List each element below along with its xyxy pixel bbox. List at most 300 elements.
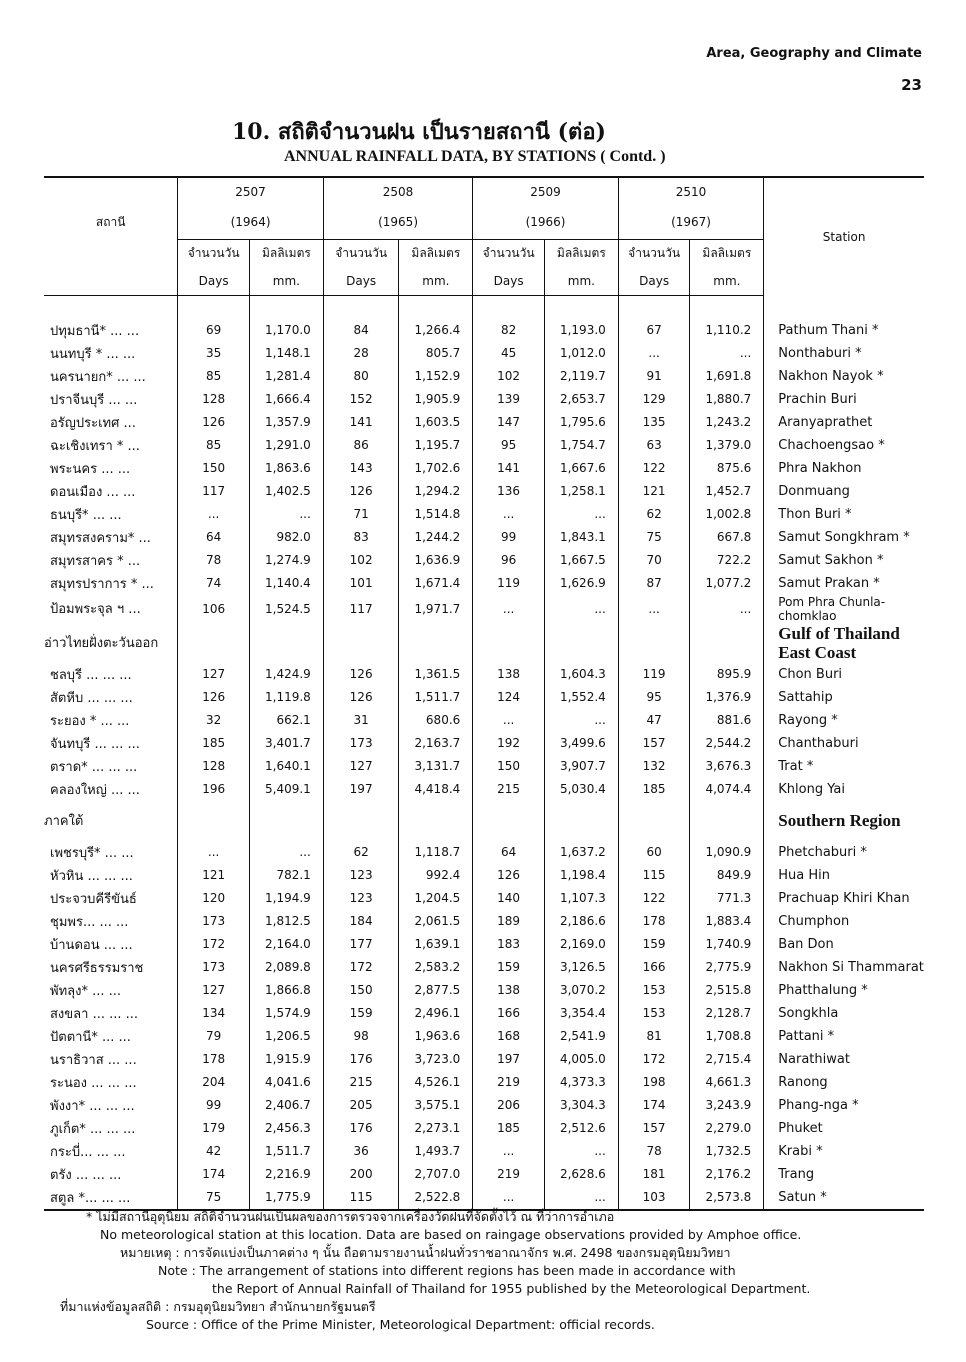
mm-cell: ... bbox=[544, 709, 618, 732]
mm-cell: 2,628.6 bbox=[544, 1163, 618, 1186]
table-row bbox=[44, 732, 924, 755]
mm-cell: 4,526.1 bbox=[399, 1071, 473, 1094]
mm-cell: 2,775.9 bbox=[690, 956, 764, 979]
table-row bbox=[44, 480, 924, 503]
mm-cell: 1,357.9 bbox=[249, 411, 323, 434]
days-cell: 128 bbox=[178, 388, 250, 411]
days-cell: 157 bbox=[618, 1117, 690, 1140]
days-english-header: Days bbox=[618, 267, 690, 295]
days-cell: 87 bbox=[618, 572, 690, 595]
days-cell: 127 bbox=[178, 663, 250, 686]
days-cell: 150 bbox=[323, 979, 399, 1002]
station-name-english: Samut Prakan * bbox=[778, 575, 880, 591]
mm-cell: ... bbox=[544, 595, 618, 623]
mm-cell: 1,691.8 bbox=[690, 365, 764, 388]
station-name-english: Phetchaburi * bbox=[778, 844, 867, 860]
mm-cell: 1,552.4 bbox=[544, 686, 618, 709]
mm-cell: 1,204.5 bbox=[399, 887, 473, 910]
days-cell: 95 bbox=[473, 434, 545, 457]
station-name-english: Pom Phra Chunla- chomklao bbox=[778, 594, 886, 623]
days-cell: ... bbox=[473, 503, 545, 526]
days-cell: 91 bbox=[618, 365, 690, 388]
mm-cell: 1,603.5 bbox=[399, 411, 473, 434]
mm-cell: 1,077.2 bbox=[690, 572, 764, 595]
empty-cell bbox=[323, 801, 399, 841]
days-cell: 189 bbox=[473, 910, 545, 933]
table-row bbox=[44, 933, 924, 956]
mm-cell: 1,107.3 bbox=[544, 887, 618, 910]
days-cell: ... bbox=[473, 595, 545, 623]
days-cell: ... bbox=[618, 342, 690, 365]
days-cell: 159 bbox=[473, 956, 545, 979]
year-ad-1: (1964) bbox=[178, 205, 324, 239]
mm-cell: 992.4 bbox=[399, 864, 473, 887]
station-name-english: Samut Sakhon * bbox=[778, 552, 884, 568]
days-cell: 166 bbox=[473, 1002, 545, 1025]
table-row bbox=[44, 1002, 924, 1025]
mm-cell: 2,089.8 bbox=[249, 956, 323, 979]
station-name-thai: ชุมพร... ... ... bbox=[44, 910, 178, 933]
mm-cell: 2,653.7 bbox=[544, 388, 618, 411]
mm-cell: 1,244.2 bbox=[399, 526, 473, 549]
station-name-thai: ระนอง ... ... ... bbox=[44, 1071, 178, 1094]
station-name-thai: สมุทรสาคร * ... bbox=[44, 549, 178, 572]
station-english-header: Station bbox=[822, 229, 866, 244]
days-cell: 129 bbox=[618, 388, 690, 411]
station-name-english: Ranong bbox=[778, 1074, 828, 1090]
mm-cell: 1,708.8 bbox=[690, 1025, 764, 1048]
title-english: ANNUAL RAINFALL DATA, BY STATIONS ( Contd. ) bbox=[284, 148, 666, 165]
table-row bbox=[44, 342, 924, 365]
days-cell: 81 bbox=[618, 1025, 690, 1048]
mm-cell: 662.1 bbox=[249, 709, 323, 732]
days-cell: 82 bbox=[473, 319, 545, 342]
days-cell: 84 bbox=[323, 319, 399, 342]
days-cell: 45 bbox=[473, 342, 545, 365]
station-name-thai: ระยอง * ... ... bbox=[44, 709, 178, 732]
days-cell: 117 bbox=[178, 480, 250, 503]
station-name-thai: เพชรบุรี* ... ... bbox=[44, 841, 178, 864]
days-thai-header: จำนวนวัน bbox=[323, 239, 399, 267]
mm-cell: 1,493.7 bbox=[399, 1140, 473, 1163]
station-header-spacer bbox=[44, 267, 178, 295]
mm-cell: 4,005.0 bbox=[544, 1048, 618, 1071]
mm-cell: 1,775.9 bbox=[249, 1186, 323, 1210]
mm-cell: 2,573.8 bbox=[690, 1186, 764, 1210]
mm-cell: 1,754.7 bbox=[544, 434, 618, 457]
days-cell: 62 bbox=[618, 503, 690, 526]
station-name-thai: สงขลา ... ... ... bbox=[44, 1002, 178, 1025]
days-cell: 126 bbox=[323, 663, 399, 686]
days-cell: 128 bbox=[178, 755, 250, 778]
station-name-thai: พระนคร ... ... bbox=[44, 457, 178, 480]
mm-cell: 1,424.9 bbox=[249, 663, 323, 686]
table-row bbox=[44, 755, 924, 778]
days-cell: 127 bbox=[178, 979, 250, 1002]
days-cell: 47 bbox=[618, 709, 690, 732]
mm-cell: 1,110.2 bbox=[690, 319, 764, 342]
mm-cell: 1,880.7 bbox=[690, 388, 764, 411]
year-be-3: 2509 bbox=[473, 177, 619, 205]
mm-cell: ... bbox=[690, 595, 764, 623]
days-cell: 157 bbox=[618, 732, 690, 755]
table-row bbox=[44, 526, 924, 549]
mm-cell: 3,907.7 bbox=[544, 755, 618, 778]
station-name-thai: กระบี่... ... ... bbox=[44, 1140, 178, 1163]
station-name-english: Sattahip bbox=[778, 689, 833, 705]
table-row bbox=[44, 778, 924, 801]
mm-cell: 1,666.4 bbox=[249, 388, 323, 411]
empty-cell bbox=[618, 623, 690, 663]
year-be-2: 2508 bbox=[323, 177, 472, 205]
days-cell: 153 bbox=[618, 979, 690, 1002]
station-name-english: Satun * bbox=[764, 1186, 924, 1210]
station-name-english: Chumphon bbox=[778, 913, 850, 929]
mm-cell: 1,843.1 bbox=[544, 526, 618, 549]
mm-cell: 1,148.1 bbox=[249, 342, 323, 365]
empty-cell bbox=[399, 801, 473, 841]
mm-cell: 1,732.5 bbox=[690, 1140, 764, 1163]
table-row bbox=[44, 572, 924, 595]
days-cell: ... bbox=[178, 503, 250, 526]
table-row bbox=[44, 841, 924, 864]
table-row bbox=[44, 910, 924, 933]
station-name-english: Prachuap Khiri Khan bbox=[778, 890, 910, 906]
mm-cell: 2,515.8 bbox=[690, 979, 764, 1002]
mm-cell: 1,637.2 bbox=[544, 841, 618, 864]
days-cell: 147 bbox=[473, 411, 545, 434]
mm-cell: 1,667.6 bbox=[544, 457, 618, 480]
days-cell: 153 bbox=[618, 1002, 690, 1025]
days-cell: 219 bbox=[473, 1071, 545, 1094]
station-name-thai: ปราจีนบุรี ... ... bbox=[44, 388, 178, 411]
days-cell: 78 bbox=[178, 549, 250, 572]
station-name-thai: ป้อมพระจุล ฯ ... bbox=[44, 595, 178, 623]
region-name-english: Southern Region bbox=[778, 811, 901, 830]
mm-cell: 2,541.9 bbox=[544, 1025, 618, 1048]
mm-cell: 2,496.1 bbox=[399, 1002, 473, 1025]
footnotes bbox=[60, 1208, 940, 1334]
table-row bbox=[44, 686, 924, 709]
days-cell: 134 bbox=[178, 1002, 250, 1025]
table-row bbox=[44, 887, 924, 910]
mm-cell: ... bbox=[249, 503, 323, 526]
days-cell: ... bbox=[473, 709, 545, 732]
mm-cell: 1,194.9 bbox=[249, 887, 323, 910]
days-cell: 36 bbox=[323, 1140, 399, 1163]
days-cell: 99 bbox=[178, 1094, 250, 1117]
days-cell: 119 bbox=[618, 663, 690, 686]
days-cell: 192 bbox=[473, 732, 545, 755]
region-name-thai: ภาคใต้ bbox=[44, 801, 178, 841]
station-name-english: Chachoengsao * bbox=[778, 437, 885, 453]
mm-cell: 2,273.1 bbox=[399, 1117, 473, 1140]
mm-cell: 1,379.0 bbox=[690, 434, 764, 457]
station-name-english: Prachin Buri bbox=[778, 391, 857, 407]
station-name-thai: ภูเก็ต* ... ... ... bbox=[44, 1117, 178, 1140]
empty-cell bbox=[690, 623, 764, 663]
days-cell: 176 bbox=[323, 1048, 399, 1071]
days-cell: 215 bbox=[473, 778, 545, 801]
days-cell: 159 bbox=[323, 1002, 399, 1025]
days-cell: 215 bbox=[323, 1071, 399, 1094]
station-thai-header: สถานี bbox=[44, 177, 178, 267]
days-cell: 123 bbox=[323, 864, 399, 887]
mm-cell: 3,126.5 bbox=[544, 956, 618, 979]
days-cell: ... bbox=[473, 1140, 545, 1163]
days-cell: 183 bbox=[473, 933, 545, 956]
table-row bbox=[44, 1094, 924, 1117]
mm-cell: 2,061.5 bbox=[399, 910, 473, 933]
mm-cell: 2,512.6 bbox=[544, 1117, 618, 1140]
mm-cell: 1,626.9 bbox=[544, 572, 618, 595]
days-cell: 28 bbox=[323, 342, 399, 365]
days-cell: 150 bbox=[178, 457, 250, 480]
table-row bbox=[44, 503, 924, 526]
mm-cell: 2,279.0 bbox=[690, 1117, 764, 1140]
mm-cell: 1,866.8 bbox=[249, 979, 323, 1002]
table-row bbox=[44, 709, 924, 732]
station-name-thai: พังงา* ... ... ... bbox=[44, 1094, 178, 1117]
days-cell: 136 bbox=[473, 480, 545, 503]
empty-cell bbox=[544, 623, 618, 663]
days-cell: 69 bbox=[178, 319, 250, 342]
mm-cell: 2,456.3 bbox=[249, 1117, 323, 1140]
days-cell: 60 bbox=[618, 841, 690, 864]
days-cell: 86 bbox=[323, 434, 399, 457]
mm-cell: 2,583.2 bbox=[399, 956, 473, 979]
empty-cell bbox=[473, 801, 545, 841]
days-cell: 138 bbox=[473, 979, 545, 1002]
station-name-thai: พัทลุง* ... ... bbox=[44, 979, 178, 1002]
mm-cell: 2,707.0 bbox=[399, 1163, 473, 1186]
mm-thai-header: มิลลิเมตร bbox=[690, 239, 764, 267]
days-cell: 139 bbox=[473, 388, 545, 411]
mm-cell: 1,266.4 bbox=[399, 319, 473, 342]
mm-cell: 1,963.6 bbox=[399, 1025, 473, 1048]
days-cell: ... bbox=[473, 1186, 545, 1210]
note-thai: หมายเหตุ : การจัดแบ่งเป็นภาคต่าง ๆ นั้น ถือตามรายงานน้ำฝนทั่วราชอาณาจักร พ.ศ. 2498 ของกรมอุตุนิยมวิทยา bbox=[120, 1245, 731, 1260]
mm-cell: 722.2 bbox=[690, 549, 764, 572]
mm-cell: 1,452.7 bbox=[690, 480, 764, 503]
mm-cell: 1,812.5 bbox=[249, 910, 323, 933]
mm-cell: 1,281.4 bbox=[249, 365, 323, 388]
days-cell: 126 bbox=[178, 411, 250, 434]
mm-cell: 2,216.9 bbox=[249, 1163, 323, 1186]
station-name-thai: นครศรีธรรมราช bbox=[44, 956, 178, 979]
table-row bbox=[44, 1048, 924, 1071]
mm-cell: 1,170.0 bbox=[249, 319, 323, 342]
mm-cell: 1,667.5 bbox=[544, 549, 618, 572]
days-cell: 102 bbox=[473, 365, 545, 388]
days-cell: 184 bbox=[323, 910, 399, 933]
mm-cell: 2,169.0 bbox=[544, 933, 618, 956]
station-name-thai: คลองใหญ่ ... ... bbox=[44, 778, 178, 801]
mm-cell: 1,863.6 bbox=[249, 457, 323, 480]
table-row bbox=[44, 595, 924, 623]
mm-cell: 4,661.3 bbox=[690, 1071, 764, 1094]
mm-english-header: mm. bbox=[399, 267, 473, 295]
mm-cell: 3,070.2 bbox=[544, 979, 618, 1002]
mm-cell: 1,152.9 bbox=[399, 365, 473, 388]
mm-cell: 3,499.6 bbox=[544, 732, 618, 755]
mm-cell: 1,291.0 bbox=[249, 434, 323, 457]
source-english: Source : Office of the Prime Minister, Meteorological Department: official records. bbox=[146, 1317, 655, 1332]
station-name-thai: บ้านดอน ... ... bbox=[44, 933, 178, 956]
station-name-english: Chanthaburi bbox=[778, 735, 859, 751]
mm-cell: 875.6 bbox=[690, 457, 764, 480]
mm-cell: 1,294.2 bbox=[399, 480, 473, 503]
days-cell: 173 bbox=[323, 732, 399, 755]
days-cell: 80 bbox=[323, 365, 399, 388]
days-cell: 185 bbox=[178, 732, 250, 755]
days-cell: 178 bbox=[178, 1048, 250, 1071]
footnote-star-thai: * ไม่มีสถานีอุตุนิยม สถิติจำนวนฝนเป็นผลของการตรวจจากเครื่องวัดฝนที่จัดตั้งไว้ ณ ที่ว่าการอำเภอ bbox=[86, 1209, 615, 1224]
mm-cell: 782.1 bbox=[249, 864, 323, 887]
days-cell: 115 bbox=[323, 1186, 399, 1210]
days-cell: 42 bbox=[178, 1140, 250, 1163]
mm-cell: 1,119.8 bbox=[249, 686, 323, 709]
days-cell: 126 bbox=[473, 864, 545, 887]
mm-cell: 1,118.7 bbox=[399, 841, 473, 864]
mm-cell: 1,511.7 bbox=[249, 1140, 323, 1163]
days-cell: 121 bbox=[618, 480, 690, 503]
days-cell: 174 bbox=[178, 1163, 250, 1186]
days-english-header: Days bbox=[323, 267, 399, 295]
days-cell: 32 bbox=[178, 709, 250, 732]
station-name-english: Ban Don bbox=[778, 936, 834, 952]
station-name-english: Narathiwat bbox=[778, 1051, 850, 1067]
mm-cell: 1,002.8 bbox=[690, 503, 764, 526]
empty-cell bbox=[544, 801, 618, 841]
mm-cell: 1,258.1 bbox=[544, 480, 618, 503]
section-header: Area, Geography and Climate bbox=[706, 46, 922, 61]
mm-cell: 1,402.5 bbox=[249, 480, 323, 503]
days-cell: 141 bbox=[323, 411, 399, 434]
note-english-1: Note : The arrangement of stations into different regions has been made in accordance with bbox=[158, 1263, 736, 1278]
empty-cell bbox=[323, 623, 399, 663]
mm-cell: 5,030.4 bbox=[544, 778, 618, 801]
days-cell: 124 bbox=[473, 686, 545, 709]
table-row bbox=[44, 411, 924, 434]
mm-cell: 1,243.2 bbox=[690, 411, 764, 434]
mm-cell: ... bbox=[544, 503, 618, 526]
station-name-english: Hua Hin bbox=[778, 867, 831, 883]
days-cell: 62 bbox=[323, 841, 399, 864]
days-thai-header: จำนวนวัน bbox=[618, 239, 690, 267]
days-cell: 101 bbox=[323, 572, 399, 595]
days-cell: 159 bbox=[618, 933, 690, 956]
days-cell: 117 bbox=[323, 595, 399, 623]
mm-cell: 982.0 bbox=[249, 526, 323, 549]
mm-cell: ... bbox=[690, 342, 764, 365]
mm-cell: 1,274.9 bbox=[249, 549, 323, 572]
mm-cell: ... bbox=[249, 841, 323, 864]
mm-cell: 1,636.9 bbox=[399, 549, 473, 572]
year-ad-3: (1966) bbox=[473, 205, 619, 239]
region-name-english: Gulf of Thailand East Coast bbox=[778, 623, 900, 662]
station-name-thai: จันทบุรี ... ... ... bbox=[44, 732, 178, 755]
days-cell: 197 bbox=[473, 1048, 545, 1071]
days-cell: 174 bbox=[618, 1094, 690, 1117]
days-cell: 67 bbox=[618, 319, 690, 342]
page-number: 23 bbox=[901, 76, 922, 94]
mm-cell: 3,723.0 bbox=[399, 1048, 473, 1071]
days-cell: 204 bbox=[178, 1071, 250, 1094]
days-cell: 85 bbox=[178, 365, 250, 388]
station-name-thai: สมุทรสงคราม* ... bbox=[44, 526, 178, 549]
mm-cell: 5,409.1 bbox=[249, 778, 323, 801]
days-cell: 132 bbox=[618, 755, 690, 778]
station-name-english: Nonthaburi * bbox=[778, 345, 862, 361]
station-name-english: Phatthalung * bbox=[778, 982, 868, 998]
mm-thai-header: มิลลิเมตร bbox=[399, 239, 473, 267]
mm-cell: 2,128.7 bbox=[690, 1002, 764, 1025]
empty-cell bbox=[249, 801, 323, 841]
days-cell: 150 bbox=[473, 755, 545, 778]
mm-english-header: mm. bbox=[249, 267, 323, 295]
station-name-english: Trang bbox=[778, 1166, 815, 1182]
mm-cell: 2,522.8 bbox=[399, 1186, 473, 1210]
table-row bbox=[44, 956, 924, 979]
days-cell: 75 bbox=[618, 526, 690, 549]
mm-cell: 1,883.4 bbox=[690, 910, 764, 933]
mm-cell: 1,376.9 bbox=[690, 686, 764, 709]
mm-cell: 3,354.4 bbox=[544, 1002, 618, 1025]
mm-cell: 680.6 bbox=[399, 709, 473, 732]
mm-cell: 1,915.9 bbox=[249, 1048, 323, 1071]
days-cell: 115 bbox=[618, 864, 690, 887]
table-row bbox=[44, 549, 924, 572]
mm-cell: 1,012.0 bbox=[544, 342, 618, 365]
table-row bbox=[44, 979, 924, 1002]
mm-cell: 1,905.9 bbox=[399, 388, 473, 411]
station-name-thai: ฉะเชิงเทรา * ... bbox=[44, 434, 178, 457]
table-row bbox=[44, 864, 924, 887]
mm-cell: 2,877.5 bbox=[399, 979, 473, 1002]
station-name-thai: นนทบุรี * ... ... bbox=[44, 342, 178, 365]
station-name-thai: ตรัง ... ... ... bbox=[44, 1163, 178, 1186]
days-cell: 179 bbox=[178, 1117, 250, 1140]
empty-cell bbox=[473, 623, 545, 663]
station-name-thai: ดอนเมือง ... ... bbox=[44, 480, 178, 503]
footnote-star-english: No meteorological station at this location. Data are based on raingage observations provided by Amphoe office. bbox=[100, 1227, 802, 1242]
mm-cell: 1,195.7 bbox=[399, 434, 473, 457]
mm-cell: 3,401.7 bbox=[249, 732, 323, 755]
days-cell: 141 bbox=[473, 457, 545, 480]
days-cell: 181 bbox=[618, 1163, 690, 1186]
station-name-english: Donmuang bbox=[778, 483, 850, 499]
days-thai-header: จำนวนวัน bbox=[178, 239, 250, 267]
table-row bbox=[44, 365, 924, 388]
station-name-english: Aranyaprathet bbox=[778, 414, 873, 430]
mm-cell: 1,198.4 bbox=[544, 864, 618, 887]
mm-cell: 849.9 bbox=[690, 864, 764, 887]
days-cell: 172 bbox=[178, 933, 250, 956]
mm-cell: 1,640.1 bbox=[249, 755, 323, 778]
table-row bbox=[44, 1117, 924, 1140]
days-cell: ... bbox=[618, 595, 690, 623]
station-name-thai: สมุทรปราการ * ... bbox=[44, 572, 178, 595]
table-row bbox=[44, 1186, 924, 1210]
days-cell: 140 bbox=[473, 887, 545, 910]
mm-cell: ... bbox=[544, 1140, 618, 1163]
empty-cell bbox=[249, 623, 323, 663]
station-name-english: Krabi * bbox=[778, 1143, 823, 1159]
mm-cell: 1,514.8 bbox=[399, 503, 473, 526]
station-name-english: Trat * bbox=[778, 758, 814, 774]
days-cell: 85 bbox=[178, 434, 250, 457]
